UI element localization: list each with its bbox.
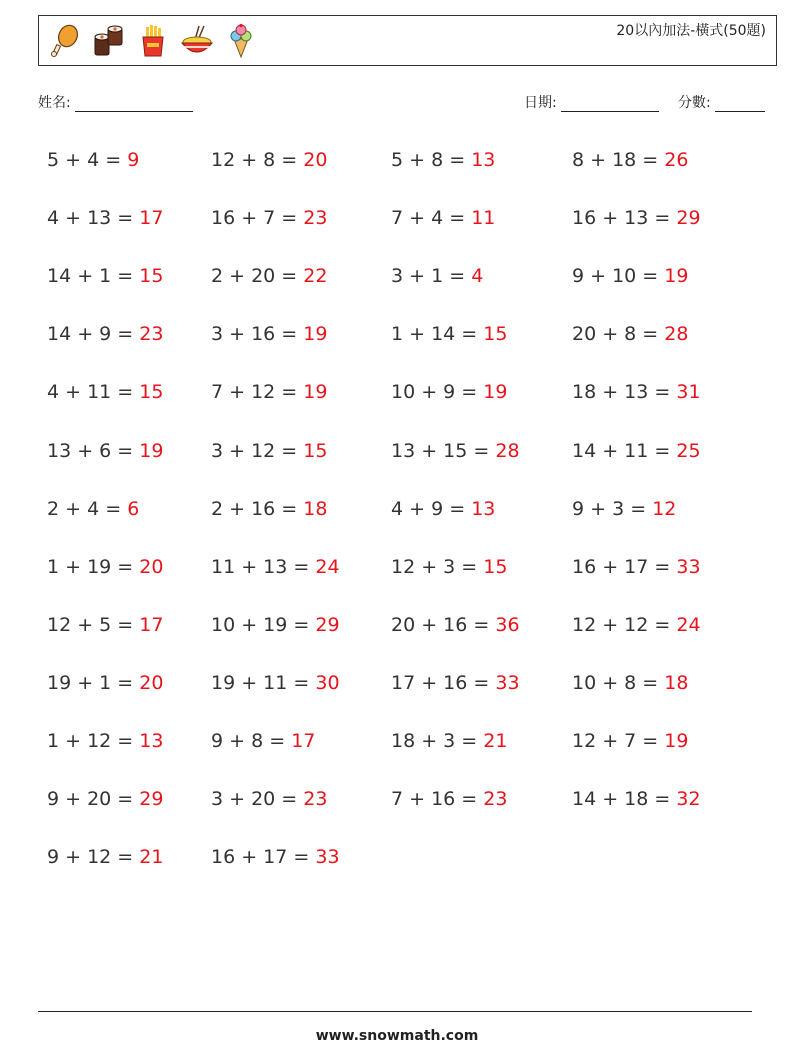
problem-question: 14 + 18 = xyxy=(572,788,677,810)
date-field xyxy=(524,92,659,112)
problem-answer: 18 xyxy=(303,498,328,520)
problem-question: 9 + 8 = xyxy=(211,730,292,752)
problem-question: 18 + 13 = xyxy=(572,381,677,403)
problem-item xyxy=(391,787,507,811)
problem-item xyxy=(211,148,327,172)
date-blank[interactable] xyxy=(561,97,659,112)
problem-item xyxy=(391,322,507,346)
problem-answer: 21 xyxy=(139,846,164,868)
problem-answer: 15 xyxy=(303,440,328,462)
problem-question: 13 + 6 = xyxy=(47,440,140,462)
problem-answer: 29 xyxy=(139,788,164,810)
problem-question: 2 + 20 = xyxy=(211,265,304,287)
problem-item xyxy=(47,787,163,811)
problem-question: 3 + 20 = xyxy=(211,788,304,810)
problem-answer: 11 xyxy=(471,207,496,229)
problem-answer: 15 xyxy=(139,381,164,403)
problem-answer: 15 xyxy=(483,556,508,578)
problem-item xyxy=(572,787,701,811)
problem-item xyxy=(47,613,163,637)
problem-question: 1 + 19 = xyxy=(47,556,140,578)
problem-question: 2 + 16 = xyxy=(211,498,304,520)
problem-item xyxy=(47,322,163,346)
problem-question: 9 + 10 = xyxy=(572,265,665,287)
problem-question: 13 + 15 = xyxy=(391,440,496,462)
problem-question: 1 + 14 = xyxy=(391,323,484,345)
date-label: 日期: xyxy=(524,95,557,111)
problem-answer: 31 xyxy=(676,381,701,403)
worksheet-header xyxy=(38,15,777,66)
problem-item xyxy=(211,555,340,579)
problem-question: 19 + 11 = xyxy=(211,672,316,694)
problem-question: 11 + 13 = xyxy=(211,556,316,578)
problem-question: 16 + 13 = xyxy=(572,207,677,229)
problem-answer: 24 xyxy=(315,556,340,578)
footer-url: www.snowmath.com xyxy=(315,1028,479,1044)
problem-item xyxy=(211,439,327,463)
problem-question: 20 + 16 = xyxy=(391,614,496,636)
problem-question: 12 + 3 = xyxy=(391,556,484,578)
problem-answer: 17 xyxy=(139,207,164,229)
problem-question: 14 + 11 = xyxy=(572,440,677,462)
problem-item xyxy=(47,497,139,521)
problem-question: 3 + 16 = xyxy=(211,323,304,345)
sushi-roll-icon xyxy=(91,23,127,59)
problem-answer: 20 xyxy=(139,556,164,578)
problem-item xyxy=(391,264,483,288)
ice-cream-cone-icon xyxy=(223,23,259,59)
problem-item xyxy=(572,148,688,172)
problem-answer: 19 xyxy=(303,381,328,403)
problem-item xyxy=(47,206,163,230)
problem-question: 12 + 7 = xyxy=(572,730,665,752)
problem-answer: 28 xyxy=(664,323,689,345)
footer-divider xyxy=(38,1011,752,1012)
problem-item xyxy=(211,206,327,230)
problem-question: 4 + 13 = xyxy=(47,207,140,229)
problem-question: 18 + 3 = xyxy=(391,730,484,752)
problem-item xyxy=(47,148,139,172)
problem-question: 7 + 16 = xyxy=(391,788,484,810)
problem-question: 16 + 7 = xyxy=(211,207,304,229)
problem-question: 14 + 1 = xyxy=(47,265,140,287)
problem-question: 8 + 18 = xyxy=(572,149,665,171)
problem-question: 7 + 4 = xyxy=(391,207,472,229)
problem-answer: 30 xyxy=(315,672,340,694)
problem-answer: 36 xyxy=(495,614,520,636)
problem-answer: 33 xyxy=(495,672,520,694)
problem-item xyxy=(572,264,688,288)
problem-answer: 17 xyxy=(139,614,164,636)
problem-question: 10 + 8 = xyxy=(572,672,665,694)
problem-answer: 18 xyxy=(664,672,689,694)
problem-answer: 29 xyxy=(676,207,701,229)
problem-item xyxy=(391,671,520,695)
problem-item xyxy=(47,380,163,404)
problem-item xyxy=(391,555,507,579)
problem-item xyxy=(211,613,340,637)
problem-answer: 22 xyxy=(303,265,328,287)
problem-question: 12 + 8 = xyxy=(211,149,304,171)
problem-question: 12 + 5 = xyxy=(47,614,140,636)
problem-item xyxy=(211,671,340,695)
problem-answer: 21 xyxy=(483,730,508,752)
problem-answer: 23 xyxy=(303,788,328,810)
problem-answer: 23 xyxy=(483,788,508,810)
problem-answer: 9 xyxy=(127,149,140,171)
problem-item xyxy=(391,380,507,404)
problem-item xyxy=(47,729,163,753)
problem-item xyxy=(572,671,688,695)
problem-answer: 33 xyxy=(315,846,340,868)
problem-question: 7 + 12 = xyxy=(211,381,304,403)
problem-item xyxy=(572,555,701,579)
problem-item xyxy=(391,613,520,637)
problem-question: 16 + 17 = xyxy=(211,846,316,868)
problem-question: 4 + 9 = xyxy=(391,498,472,520)
problem-item xyxy=(572,206,701,230)
problem-question: 3 + 12 = xyxy=(211,440,304,462)
problem-item xyxy=(47,264,163,288)
problem-answer: 20 xyxy=(139,672,164,694)
name-blank[interactable] xyxy=(75,97,193,112)
problem-answer: 19 xyxy=(139,440,164,462)
problem-question: 10 + 9 = xyxy=(391,381,484,403)
problem-item xyxy=(211,264,327,288)
problem-answer: 32 xyxy=(676,788,701,810)
problem-item xyxy=(211,845,340,869)
problem-question: 20 + 8 = xyxy=(572,323,665,345)
problem-question: 4 + 11 = xyxy=(47,381,140,403)
name-field xyxy=(38,92,193,112)
problem-item xyxy=(47,845,163,869)
problem-answer: 12 xyxy=(652,498,677,520)
problem-item xyxy=(572,613,701,637)
problem-item xyxy=(211,729,315,753)
problem-question: 16 + 17 = xyxy=(572,556,677,578)
problem-item xyxy=(572,380,701,404)
problem-item xyxy=(391,497,495,521)
problem-question: 9 + 12 = xyxy=(47,846,140,868)
problem-question: 2 + 4 = xyxy=(47,498,128,520)
french-fries-icon xyxy=(135,23,171,59)
score-field xyxy=(678,92,765,112)
problem-question: 3 + 1 = xyxy=(391,265,472,287)
chicken-drumstick-icon xyxy=(47,23,83,59)
problem-item xyxy=(47,671,163,695)
problem-question: 12 + 12 = xyxy=(572,614,677,636)
problem-question: 5 + 4 = xyxy=(47,149,128,171)
problem-answer: 23 xyxy=(303,207,328,229)
problem-answer: 13 xyxy=(471,149,496,171)
problem-item xyxy=(211,787,327,811)
problem-answer: 4 xyxy=(471,265,484,287)
problem-answer: 19 xyxy=(483,381,508,403)
noodle-bowl-icon xyxy=(179,23,215,59)
problem-question: 10 + 19 = xyxy=(211,614,316,636)
problem-question: 5 + 8 = xyxy=(391,149,472,171)
problem-item xyxy=(211,497,327,521)
problem-item xyxy=(47,555,163,579)
problem-item xyxy=(572,439,701,463)
problem-answer: 20 xyxy=(303,149,328,171)
problem-answer: 23 xyxy=(139,323,164,345)
problem-answer: 13 xyxy=(471,498,496,520)
problem-item xyxy=(211,380,327,404)
problem-question: 9 + 20 = xyxy=(47,788,140,810)
problem-answer: 19 xyxy=(303,323,328,345)
problem-item xyxy=(391,729,507,753)
problem-question: 19 + 1 = xyxy=(47,672,140,694)
problem-item xyxy=(572,322,688,346)
problem-item xyxy=(211,322,327,346)
icon-strip xyxy=(47,22,259,60)
problem-item xyxy=(391,439,520,463)
problem-answer: 29 xyxy=(315,614,340,636)
problem-answer: 15 xyxy=(139,265,164,287)
problem-answer: 19 xyxy=(664,730,689,752)
problem-answer: 26 xyxy=(664,149,689,171)
problem-answer: 6 xyxy=(127,498,140,520)
score-blank[interactable] xyxy=(715,97,765,112)
problem-answer: 25 xyxy=(676,440,701,462)
problem-answer: 13 xyxy=(139,730,164,752)
problem-question: 1 + 12 = xyxy=(47,730,140,752)
problem-answer: 33 xyxy=(676,556,701,578)
score-label: 分數: xyxy=(678,95,711,111)
problem-question: 9 + 3 = xyxy=(572,498,653,520)
problem-answer: 17 xyxy=(291,730,316,752)
worksheet-title: 20以內加法-橫式(50題) xyxy=(616,23,766,39)
problem-item xyxy=(572,497,676,521)
problem-answer: 19 xyxy=(664,265,689,287)
problem-item xyxy=(391,206,495,230)
problem-answer: 15 xyxy=(483,323,508,345)
problem-answer: 28 xyxy=(495,440,520,462)
problem-item xyxy=(572,729,688,753)
name-label: 姓名: xyxy=(38,95,71,111)
problem-item xyxy=(391,148,495,172)
problem-question: 14 + 9 = xyxy=(47,323,140,345)
problem-question: 17 + 16 = xyxy=(391,672,496,694)
problem-item xyxy=(47,439,163,463)
problem-answer: 24 xyxy=(676,614,701,636)
